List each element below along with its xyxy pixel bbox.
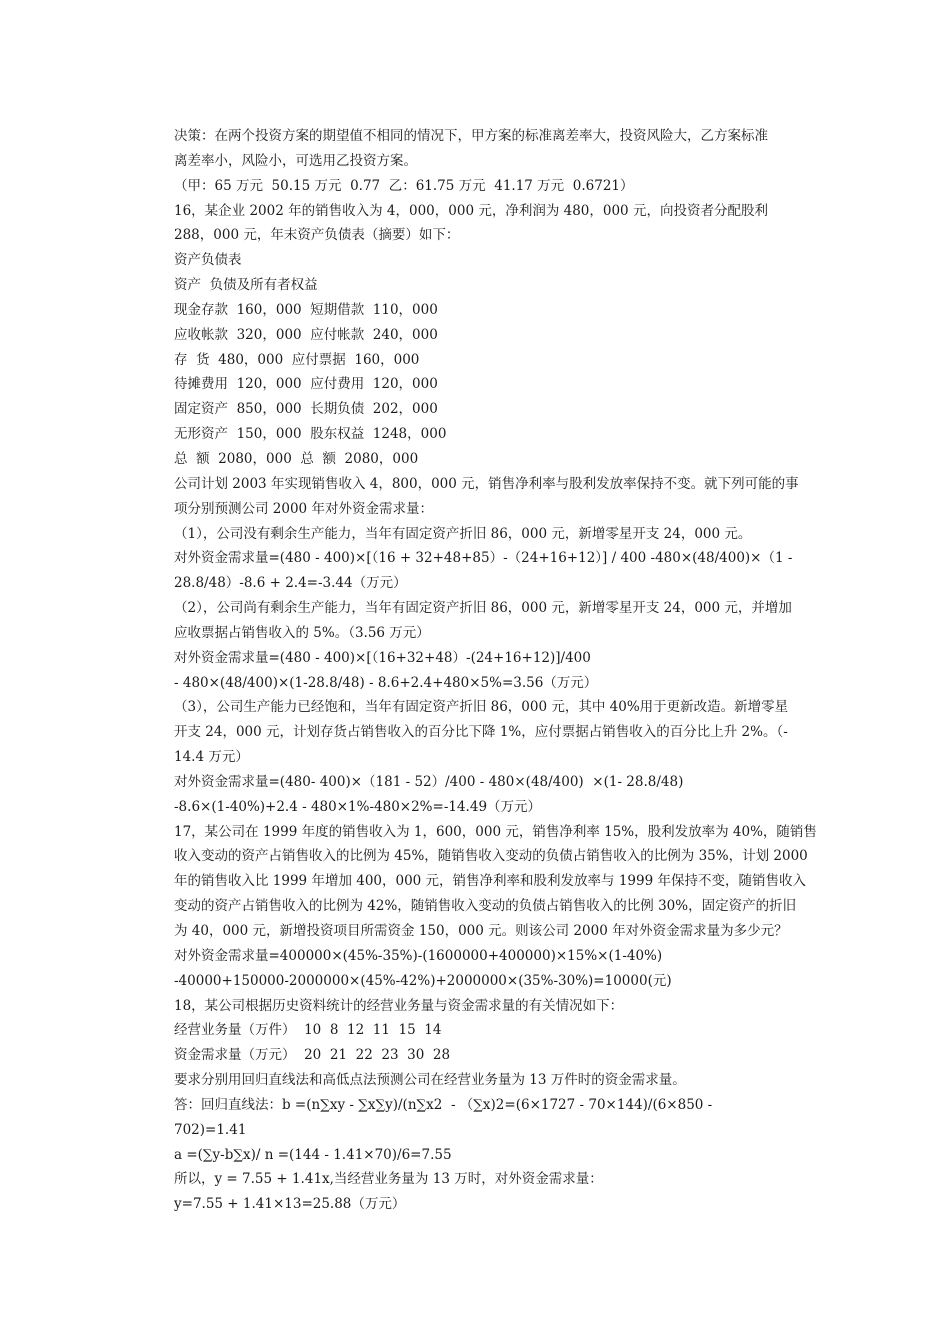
formula-line: 对外资金需求量=(480- 400)×（181 - 52）/400 - 480×(48/400) ×(1- 28.8/48) [174, 773, 684, 790]
balance-sheet-row: 待摊费用 120，000 应付费用 120，000 [174, 376, 438, 393]
case-3-text: （3），公司生产能力已经饱和，当年有固定资产折旧 86，000 元，其中 40%用于更新改造。新增零星 [174, 699, 789, 716]
formula-line: 对外资金需求量=(480 - 400)×[（16+32+48）-(24+16+12)]/400 [174, 649, 591, 666]
formula-line: -40000+150000-2000000×(45%-42%)+2000000×(35%-30%)=10000(元) [174, 972, 672, 989]
case-1-text: （1），公司没有剩余生产能力，当年有固定资产折旧 86，000 元，新增零星开支 24，000 元。 [174, 525, 752, 542]
text-line: 项分别预测公司 2000 年对外资金需求量： [174, 500, 433, 517]
balance-sheet-row: 无形资产 150，000 股东权益 1248，000 [174, 426, 447, 443]
question-17-heading: 17，某公司在 1999 年度的销售收入为 1，600，000 元，销售净利率 15%，股利发放率为 40%，随销售 [174, 823, 817, 840]
text-line: 变动的资产占销售收入的比例为 42%，随销售收入变动的负债占销售收入的比例 30%，固定资产的折旧 [174, 898, 797, 915]
text-line: 要求分别用回归直线法和高低点法预测公司在经营业务量为 13 万件时的资金需求量。 [174, 1072, 686, 1089]
text-line: 14.4 万元） [174, 749, 249, 766]
balance-sheet-title: 资产负债表 [174, 252, 242, 269]
question-18-heading: 18，某公司根据历史资料统计的经营业务量与资金需求量的有关情况如下： [174, 997, 624, 1014]
text-line: 288，000 元，年末资产负债表（摘要）如下： [174, 227, 460, 244]
balance-sheet-row: 存 货 480，000 应付票据 160，000 [174, 351, 420, 368]
text-line: 为 40，000 元，新增投资项目所需资金 150，000 元。则该公司 2000 年对外资金需求量为多少元？ [174, 923, 788, 939]
data-row-volume: 经营业务量（万件） 10 8 12 11 15 14 [174, 1022, 442, 1039]
formula-line: 28.8/48）-8.6 + 2.4=-3.44（万元） [174, 575, 407, 592]
formula-line: 702)=1.41 [174, 1121, 247, 1138]
answer-line: 答：回归直线法：b =(n∑xy - ∑x∑y)/(n∑x2 - （∑x)2=(6×1727 - 70×144)/(6×850 - [174, 1096, 713, 1113]
text-line: 决策：在两个投资方案的期望值不相同的情况下，甲方案的标准离差率大，投资风险大，乙方案标准 [174, 128, 768, 144]
text-line: 开支 24，000 元，计划存货占销售收入的百分比下降 1%，应付票据占销售收入的百分比上升 2%。（- [174, 724, 788, 741]
text-line: 收入变动的资产占销售收入的比例为 45%，随销售收入变动的负债占销售收入的比例为 35%，计划 2000 [174, 848, 808, 865]
text-line: （甲：65 万元 50.15 万元 0.77 乙：61.75 万元 41.17 万元 0.6721） [174, 177, 634, 194]
text-line: 应收票据占销售收入的 5%。（3.56 万元） [174, 624, 430, 641]
balance-sheet-row: 现金存款 160，000 短期借款 110，000 [174, 301, 438, 318]
data-row-funding: 资金需求量（万元） 20 21 22 23 30 28 [174, 1047, 451, 1064]
case-2-text: （2），公司尚有剩余生产能力，当年有固定资产折旧 86，000 元，新增零星开支 24，000 元，并增加 [174, 600, 792, 617]
formula-line: 对外资金需求量=400000×(45%-35%)-(1600000+400000)×15%×(1-40%) [174, 947, 663, 964]
balance-sheet-row: 固定资产 850，000 长期负债 202，000 [174, 401, 438, 418]
document-body [174, 124, 817, 1217]
formula-line: 对外资金需求量=(480 - 400)×[（16 + 32+48+85）-（24+16+12）] / 400 -480×(48/400)×（1 - [174, 550, 793, 567]
text-line: 年的销售收入比 1999 年增加 400，000 元，销售净利率和股利发放率与 1999 年保持不变，随销售收入 [174, 873, 806, 890]
formula-line: y=7.55 + 1.41×13=25.88（万元） [174, 1196, 406, 1213]
formula-line: a =(∑y-b∑x)/ n =(144 - 1.41×70)/6=7.55 [174, 1146, 452, 1163]
question-16-heading: 16，某企业 2002 年的销售收入为 4，000，000 元，净利润为 480，000 元，向投资者分配股利 [174, 202, 768, 219]
formula-line: - 480×(48/400)×(1-28.8/48) - 8.6+2.4+480×5%=3.56（万元） [174, 674, 598, 691]
text-line: 公司计划 2003 年实现销售收入 4，800，000 元，销售净利率与股利发放率保持不变。就下列可能的事 [174, 475, 799, 492]
balance-sheet-row: 应收帐款 320，000 应付帐款 240，000 [174, 326, 438, 343]
formula-line: -8.6×(1-40%)+2.4 - 480×1%-480×2%=-14.49（万元） [174, 798, 542, 815]
text-line: 所以，y = 7.55 + 1.41x,当经营业务量为 13 万时，对外资金需求量： [174, 1171, 603, 1188]
text-line: 离差率小，风险小，可选用乙投资方案。 [174, 152, 417, 169]
balance-sheet-header: 资产 负债及所有者权益 [174, 277, 318, 294]
balance-sheet-total-row: 总 额 2080，000 总 额 2080，000 [174, 450, 419, 467]
